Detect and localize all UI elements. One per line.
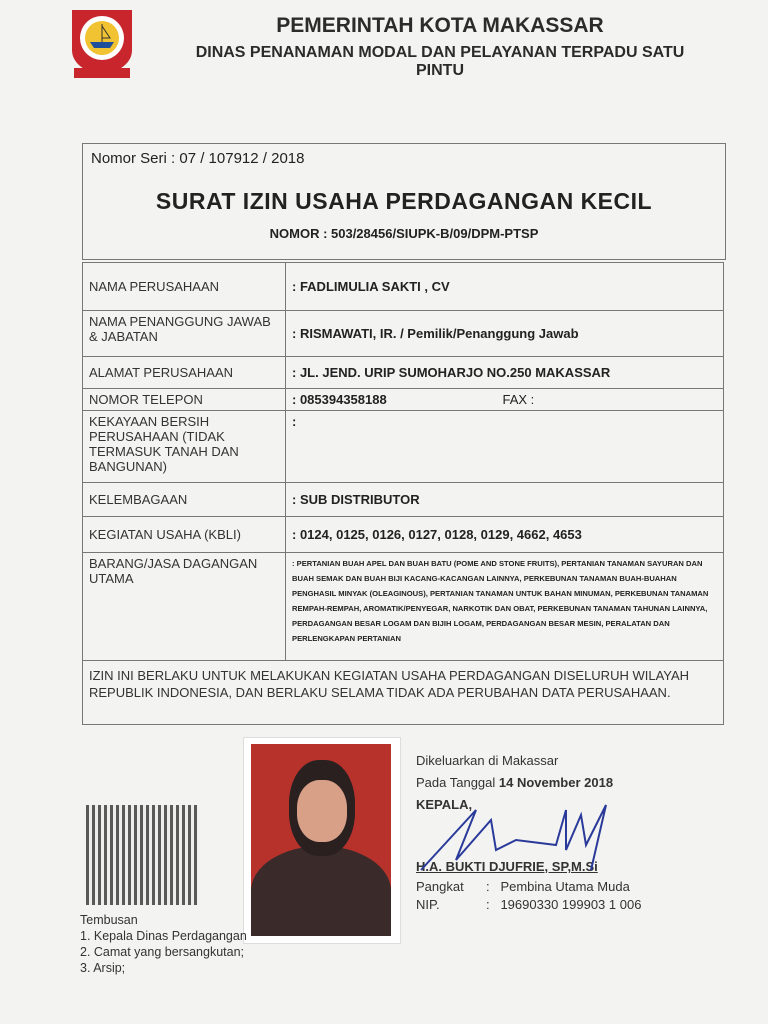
- document-header-box: [82, 143, 726, 260]
- value-phone: : 085394358188: [292, 392, 387, 407]
- nip-label: NIP.: [416, 897, 440, 912]
- city-emblem-logo: [66, 2, 138, 82]
- copy-item: 1. Kepala Dinas Perdagangan: [80, 929, 247, 943]
- label-address: ALAMAT PERUSAHAAN: [83, 357, 286, 389]
- value-responsible: : RISMAWATI, IR. / Pemilik/Penanggung Jawab: [286, 311, 724, 357]
- date-label: Pada Tanggal: [416, 775, 499, 790]
- signature-block: Dikeluarkan di Makassar Pada Tanggal 14 November 2018 KEPALA, H.A. BUKTI DJUFRIE, SP,M.Si Pangkat : Pembina Utama Muda NIP. : 19690330 199903 1 006: [416, 750, 641, 914]
- signer-role: KEPALA,: [416, 797, 473, 812]
- validity-note: IZIN INI BERLAKU UNTUK MELAKUKAN KEGIATAN USAHA PERDAGANGAN DISELURUH WILAYAH REPUBLIK INDONESIA, DAN BERLAKU SELAMA TIDAK ADA PERUBAHAN DATA PERUSAHAAN.: [83, 661, 724, 725]
- label-phone: NOMOR TELEPON: [83, 389, 286, 411]
- signer-name: H.A. BUKTI DJUFRIE, SP,M.Si: [416, 859, 598, 874]
- value-company-name: : FADLIMULIA SAKTI , CV: [286, 263, 724, 311]
- value-goods: : PERTANIAN BUAH APEL DAN BUAH BATU (POME AND STONE FRUITS), PERTANIAN TANAMAN SAYURAN DAN BUAH SEMAK DAN BUAH BIJI KACANG-KACANGAN LAINNYA, PERKEBUNAN TANAMAN BUAH-BUAHAN PENGHASIL MINYAK (OLEAGINOUS), PERTANIAN TANAMAN UNTUK BAHAN MINUMAN, PERKEBUNAN TANAMAN REMPAH-REMPAH, AROMATIK/PENYEGAR, NARKOTIK DAN OBAT, PERKEBUNAN TANAMAN TAHUNAN LAINNYA, PERDAGANGAN BESAR LOGAM DAN BIJIH LOGAM, PERDAGANGAN BESAR MESIN, PERALATAN DAN PERLENGKAPAN PERTANIAN: [286, 553, 724, 661]
- qr-code: [86, 805, 198, 905]
- issued-place: Dikeluarkan di Makassar: [416, 753, 559, 768]
- label-net-worth: KEKAYAAN BERSIH PERUSAHAAN (TIDAK TERMASUK TANAH DAN BANGUNAN): [83, 411, 286, 483]
- serial-number: Nomor Seri : 07 / 107912 / 2018: [91, 150, 305, 167]
- header-government: PEMERINTAH KOTA MAKASSAR: [276, 14, 604, 37]
- document-title: SURAT IZIN USAHA PERDAGANGAN KECIL: [155, 188, 653, 214]
- value-address: : JL. JEND. URIP SUMOHARJO NO.250 MAKASSAR: [286, 357, 724, 389]
- label-company-name: NAMA PERUSAHAAN: [83, 263, 286, 311]
- value-net-worth: :: [286, 411, 724, 483]
- rank-label: Pangkat: [416, 879, 464, 894]
- header-agency: DINAS PENANAMAN MODAL DAN PELAYANAN TERPADU SATU PINTU: [195, 44, 685, 79]
- permit-details-table: [82, 262, 724, 725]
- owner-photo: [243, 737, 401, 944]
- document-number: NOMOR : 503/28456/SIUPK-B/09/DPM-PTSP: [269, 226, 539, 241]
- value-kbli: : 0124, 0125, 0126, 0127, 0128, 0129, 4662, 4653: [286, 517, 724, 553]
- value-institution: : SUB DISTRIBUTOR: [286, 483, 724, 517]
- label-kbli: KEGIATAN USAHA (KBLI): [83, 517, 286, 553]
- handwritten-signature: [416, 790, 636, 880]
- label-institution: KELEMBAGAAN: [83, 483, 286, 517]
- label-goods: BARANG/JASA DAGANGAN UTAMA: [83, 553, 286, 661]
- label-fax: FAX :: [502, 392, 535, 407]
- copies-title: Tembusan: [80, 913, 138, 927]
- label-responsible: NAMA PENANGGUNG JAWAB & JABATAN: [83, 311, 286, 357]
- nip-value: 19690330 199903 1 006: [500, 897, 642, 912]
- copy-item: 2. Camat yang bersangkutan;: [80, 945, 244, 959]
- copies-list: [80, 912, 247, 976]
- rank-value: Pembina Utama Muda: [500, 879, 630, 894]
- copy-item: 3. Arsip;: [80, 961, 126, 975]
- issue-date: 14 November 2018: [498, 775, 614, 790]
